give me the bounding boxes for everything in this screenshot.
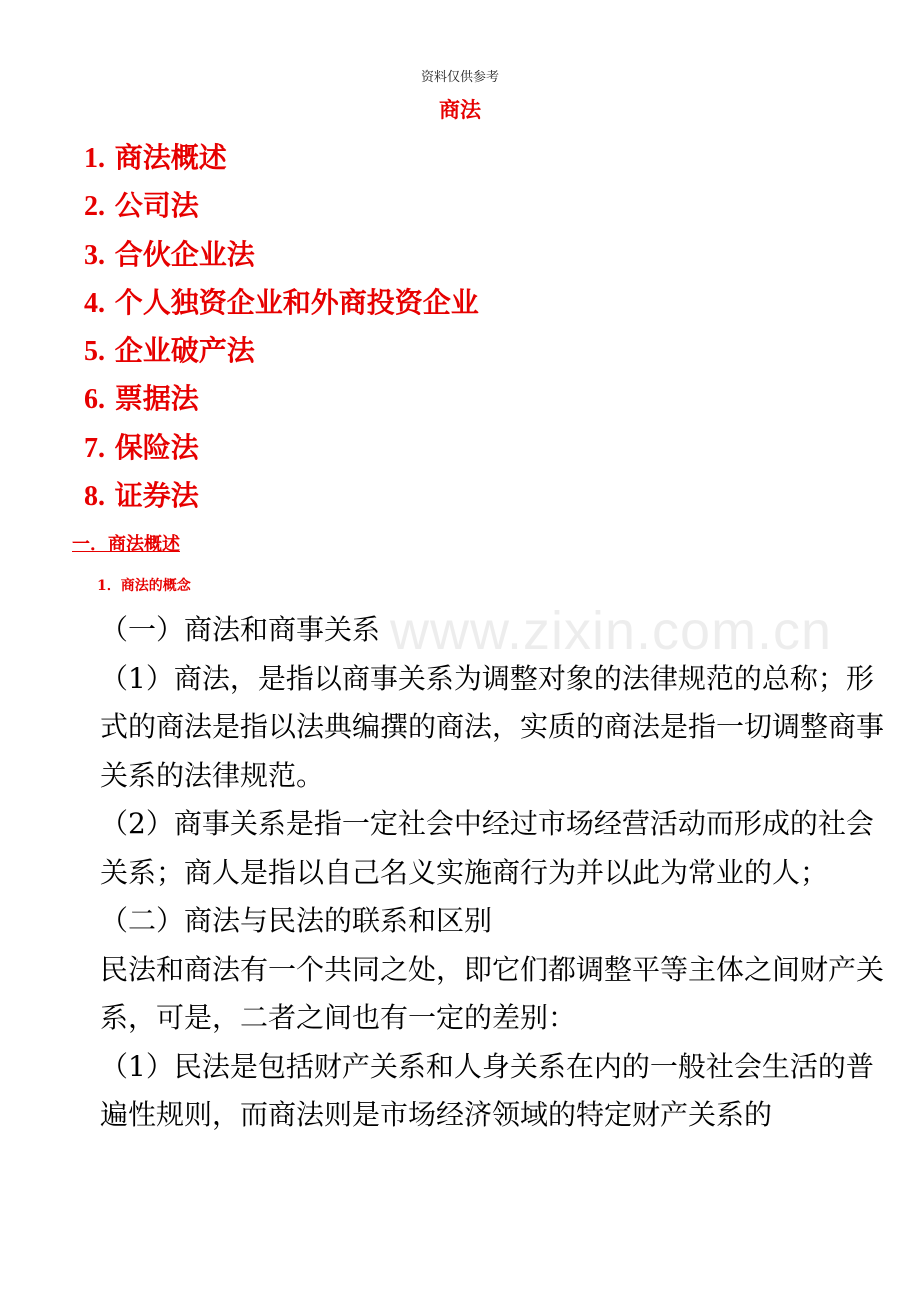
toc-item: 1. 商法概述 — [84, 141, 227, 174]
watermark: www.zixin.com.cn — [390, 601, 833, 661]
header-note: 资料仅供参考 — [420, 70, 499, 85]
paragraph: （1）商法，是指以商事关系为调整对象的法律规范的总称；形式的商法是指以法典编撰的商法，实质的商法是指一切调整商事关系的法律规范。 — [100, 661, 885, 792]
toc-item: 3. 合伙企业法 — [84, 237, 255, 271]
paragraph: （二）商法与民法的联系和区别 — [100, 904, 493, 937]
paragraph: （2）商事关系是指一定社会中经过市场经营活动而形成的社会关系；商人是指以自己名义实施商行为并以此为常业的人； — [100, 807, 874, 889]
toc-item: 7. 保险法 — [84, 430, 199, 464]
toc-item: 8. 证券法 — [84, 479, 199, 513]
paragraph: （一）商法和商事关系 — [100, 613, 381, 646]
section-heading: 一．商法概述 — [72, 534, 180, 555]
toc-item: 6. 票据法 — [84, 382, 199, 416]
toc-item: 2. 公司法 — [84, 189, 199, 223]
document-title: 商法 — [439, 97, 481, 122]
body-text — [100, 606, 898, 1140]
toc-item: 4. 个人独资企业和外商投资企业 — [84, 285, 479, 319]
paragraph: （1）民法是包括财产关系和人身关系在内的一般社会生活的普遍性规则，而商法则是市场经济领域的特定财产关系的 — [100, 1049, 874, 1131]
paragraph: 民法和商法有一个共同之处，即它们都调整平等主体之间财产关系，可是，二者之间也有一定的差别： — [100, 952, 885, 1034]
toc-item: 5. 企业破产法 — [84, 334, 255, 368]
table-of-contents — [84, 136, 479, 522]
sub-heading: 1．商法的概念 — [97, 578, 191, 594]
